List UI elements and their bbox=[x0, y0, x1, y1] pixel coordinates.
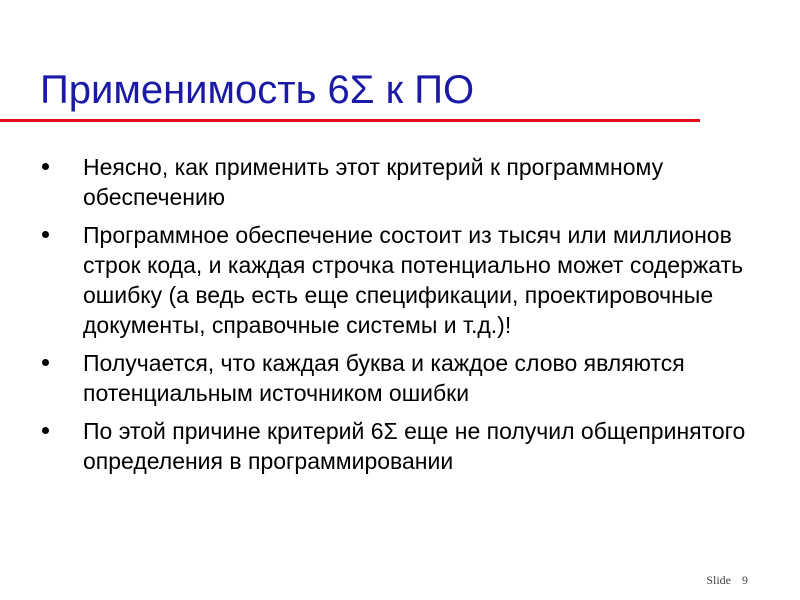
slide-label: Slide bbox=[706, 573, 731, 587]
bullet-dot-icon bbox=[42, 231, 49, 238]
bullet-item bbox=[0, 152, 763, 212]
bullet-item bbox=[0, 220, 763, 340]
bullet-list bbox=[0, 152, 800, 484]
bullet-dot-icon bbox=[42, 163, 49, 170]
bullet-dot-icon bbox=[42, 427, 49, 434]
bullet-item bbox=[0, 416, 763, 476]
bullet-text: Получается, что каждая буква и каждое слово являются потенциальным источником ошибки bbox=[83, 350, 685, 406]
bullet-text: По этой причине критерий 6Σ еще не получил общепринятого определения в программировании bbox=[83, 418, 746, 474]
bullet-item bbox=[0, 348, 763, 408]
bullet-dot-icon bbox=[42, 359, 49, 366]
slide-title: Применимость 6Σ к ПО bbox=[40, 68, 475, 112]
bullet-text: Неясно, как применить этот критерий к программному обеспечению bbox=[83, 154, 664, 210]
bullet-text: Программное обеспечение состоит из тысяч или миллионов строк кода, и каждая строчка потенциально может содержать ошибку (а ведь есть еще спецификации, проектировочные документы, справочные системы и т.д.)! bbox=[83, 222, 744, 338]
slide-number bbox=[706, 573, 748, 588]
slide-number-value: 9 bbox=[742, 573, 748, 587]
title-divider bbox=[0, 119, 700, 122]
